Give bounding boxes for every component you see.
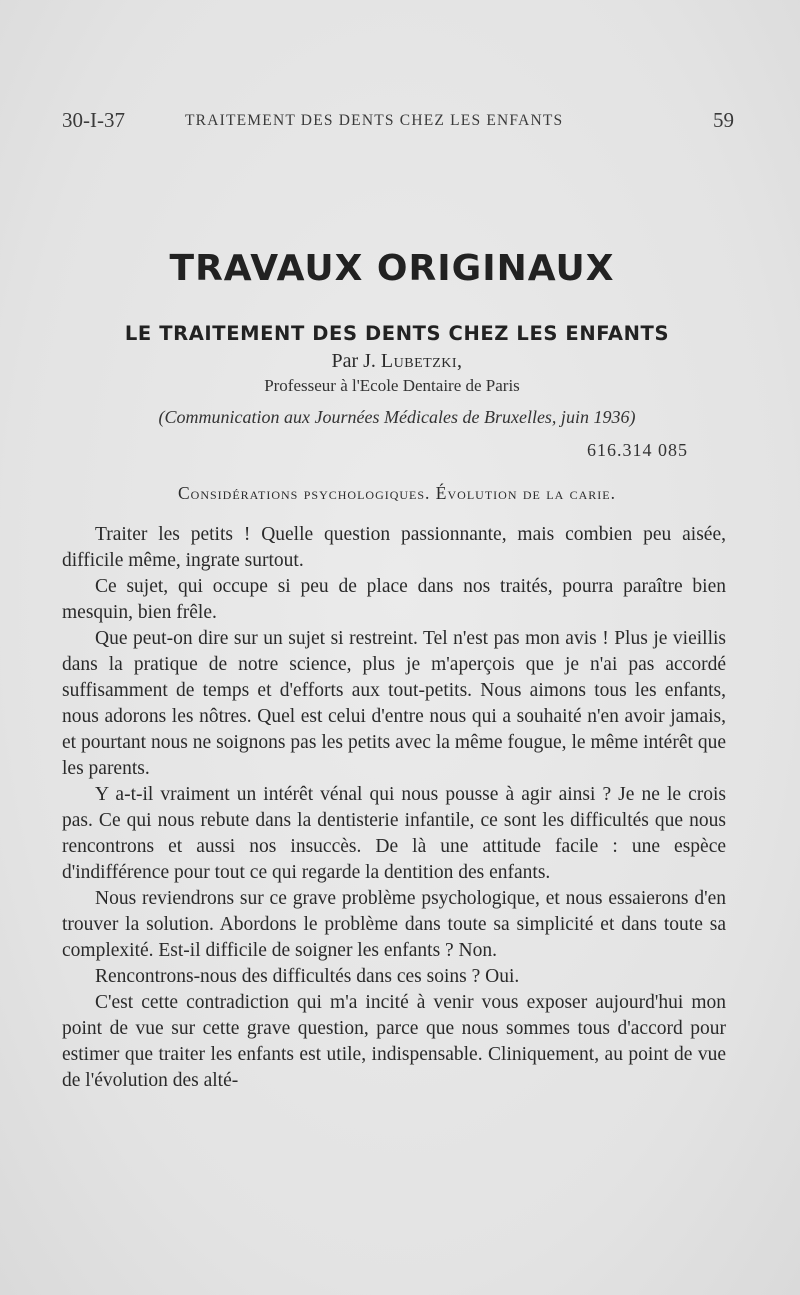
header-running-title: TRAITEMENT DES DENTS CHEZ LES ENFANTS (185, 112, 564, 129)
paragraph: Ce sujet, qui occupe si peu de place dans nos traités, pourra paraître bien mesquin, bien frêle. (62, 576, 726, 623)
paragraph: Traiter les petits ! Quelle question passionnante, mais combien peu aisée, difficile même, ingrate surtout. (62, 524, 726, 571)
author-affiliation: Professeur à l'Ecole Dentaire de Paris (264, 376, 520, 395)
header-date: 30-I-37 (62, 108, 125, 132)
paragraph: Y a-t-il vraiment un intérêt vénal qui nous pousse à agir ainsi ? Je ne le crois pas. Ce qui nous rebute dans la dentisterie infantile, ce sont les difficultés que nous rencontrons et aussi nos insuccès. De là une attitude facile : une espèce d'indifférence pour tout ce qui regarde la dentition des enfants. (62, 784, 726, 883)
author-line (0, 350, 794, 373)
author-prefix: Par J. (331, 350, 376, 372)
paragraph: Nous reviendrons sur ce grave problème psychologique, et nous essaierons d'en trouver la solution. Abordons le problème dans toute sa simplicité et dans toute sa complexité. Est-il difficile de soigner les enfants ? Non. (62, 888, 726, 961)
page-number: 59 (713, 108, 734, 132)
classification-number: 616.314 085 (587, 440, 688, 460)
section-subheading: Considérations psychologiques. Évolution de la carie. (178, 483, 616, 503)
communication-note: (Communication aux Journées Médicales de Bruxelles, juin 1936) (158, 407, 636, 427)
body-text (62, 522, 726, 1094)
paragraph: Rencontrons-nous des difficultés dans ces soins ? Oui. (95, 966, 520, 987)
running-header (62, 108, 734, 136)
paragraph: Que peut-on dire sur un sujet si restreint. Tel n'est pas mon avis ! Plus je vieillis dans la pratique de notre science, plus je m'aperçois que je n'ai pas accordé suffisamment de temps et d'efforts aux tout-petits. Nous aimons tous les enfants, nous adorons les nôtres. Quel est celui d'entre nous qui a souhaité n'en avoir jamais, et pourtant nous ne soignons pas les petits avec la même fougue, le même intérêt que les parents. (62, 628, 726, 779)
paragraph: C'est cette contradiction qui m'a incité à venir vous exposer aujourd'hui mon point de vue sur cette grave question, parce que nous sommes tous d'accord pour estimer que traiter les enfants est utile, indispensable. Cliniquement, au point de vue de l'évolution des alté- (62, 992, 726, 1091)
section-title: TRAVAUX ORIGINAUX (169, 248, 615, 289)
author-name: Lubetzki, (380, 350, 463, 372)
article-title: LE TRAITEMENT DES DENTS CHEZ LES ENFANTS (124, 322, 670, 345)
